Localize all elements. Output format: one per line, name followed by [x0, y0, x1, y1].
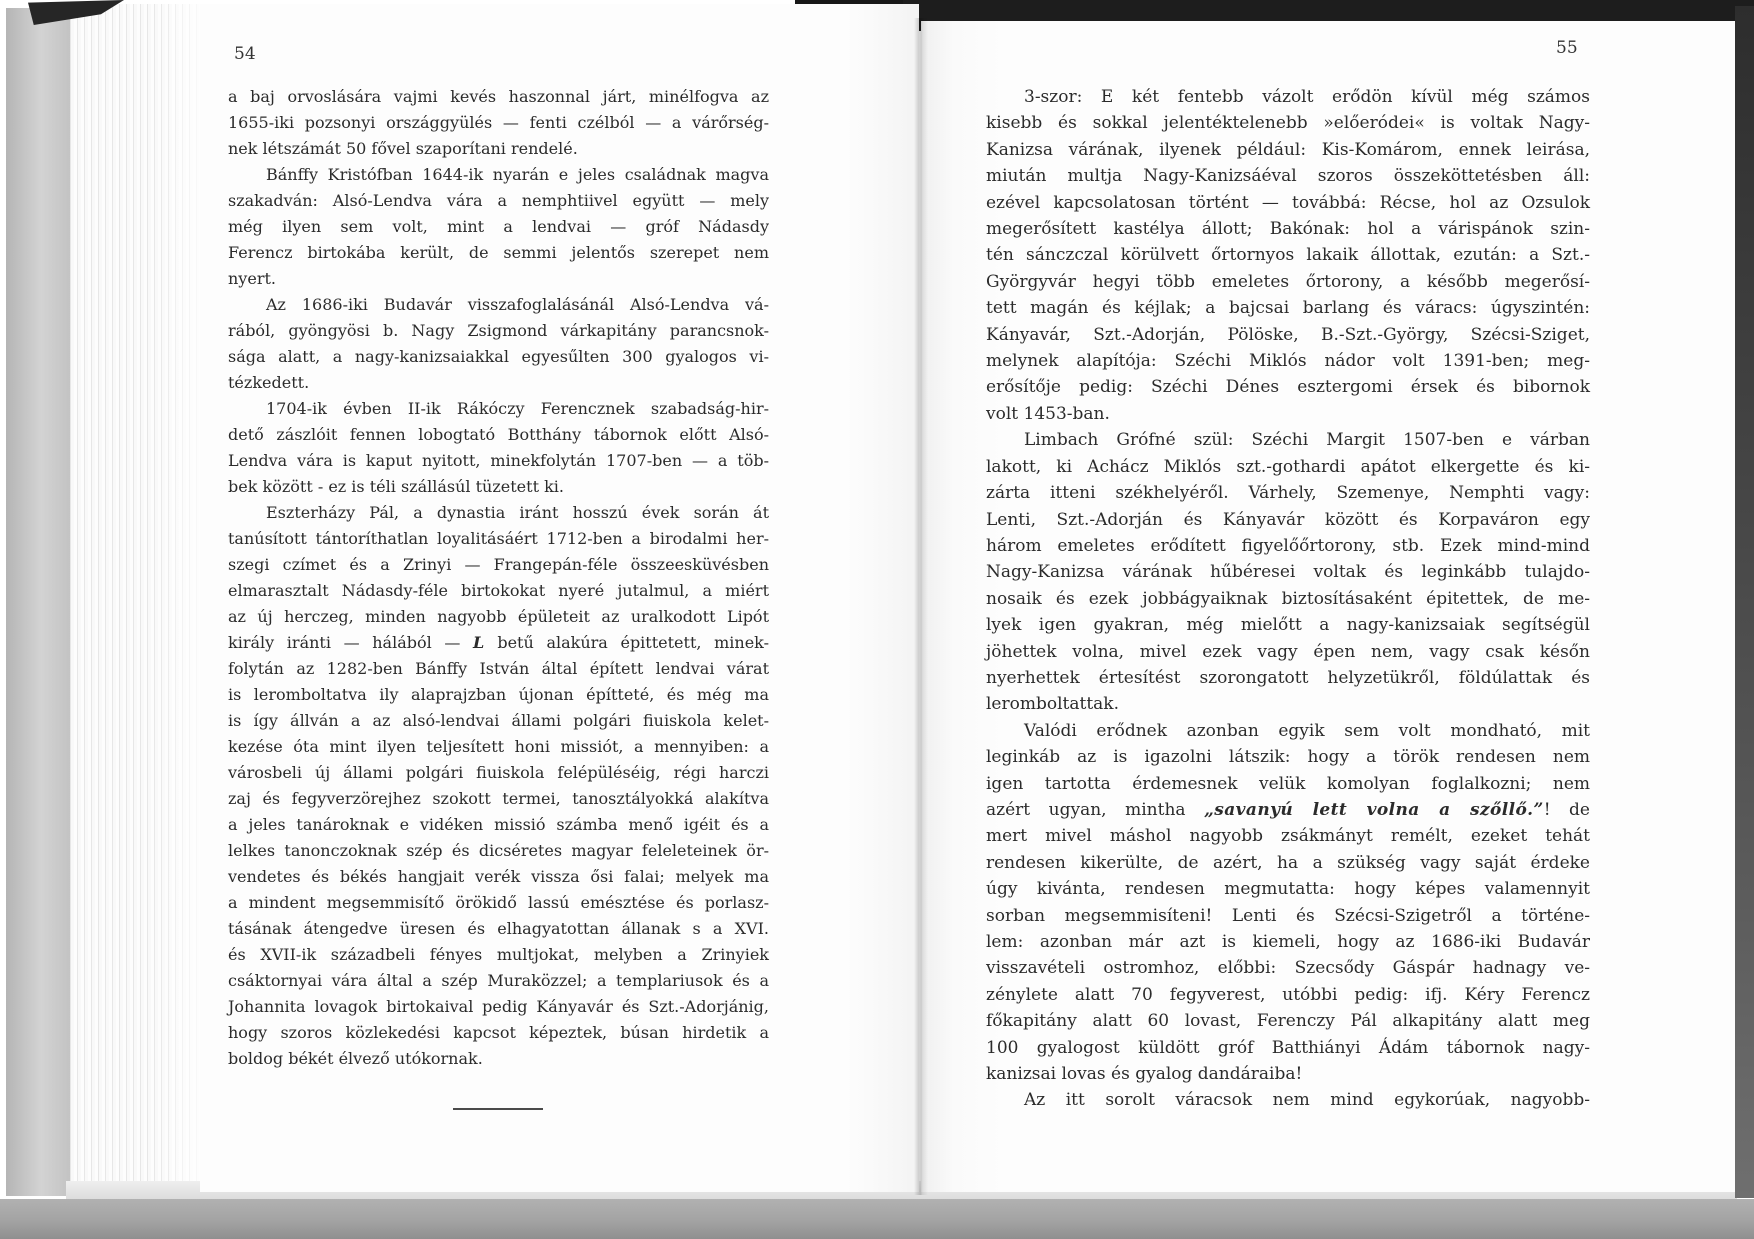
book-cover-left-edge — [6, 8, 70, 1196]
text-line: sorban megsemmisíteni! Lenti és Szécsi-Szigetről a történe- — [986, 905, 1590, 926]
text-line: a jeles tanároknak e vidéken missió számba menő igéit és a — [228, 815, 769, 834]
text-line: volt 1453-ban. — [986, 403, 1110, 424]
text-line: bek között - ez is téli szállásúl tüzetett ki. — [228, 477, 564, 496]
text-line: 1655-iki pozsonyi országgyülés — fenti czélból — a várőrség- — [228, 113, 769, 132]
text-line: lyek igen gyakran, még mielőtt a nagy-kanizsaiak segítségül — [986, 615, 1590, 636]
text-line: erősítője pedig: Széchi Dénes esztergomi érsek és bibornok — [986, 377, 1590, 398]
left-page-text — [228, 84, 769, 1072]
text-line: Johannita lovagok birtokaival pedig Kányavár és Szt.-Adorjánig, — [228, 997, 769, 1016]
book-page-fore-edge — [70, 4, 208, 1192]
text-line: Lenti, Szt.-Adorján és Kányavár között és Korpaváron egy — [986, 509, 1590, 530]
text-line: Valódi erődnek azonban egyik sem volt mondható, mit — [1024, 720, 1590, 741]
text-line — [986, 797, 1590, 823]
text-line: kanizsai lovas és gyalog dandáraiba! — [986, 1064, 1303, 1085]
text-line: leginkáb az is igazolni látszik: hogy a török rendesen nem — [986, 747, 1590, 768]
page-number-right: 55 — [1556, 38, 1578, 58]
text-line: visszavételi ostromhoz, előbbi: Szecsődy Gáspár hadnagy ve- — [986, 958, 1590, 979]
text-line: sága alatt, a nagy-kanizsaiakkal egyesűlten 300 gyalogos vi- — [228, 347, 769, 366]
text-line: lem: azonban már azt is kiemeli, hogy az 1686-iki Budavár — [986, 932, 1590, 952]
text-line: tanúsított tántoríthatlan loyalitásáért 1712-ben a birodalmi her- — [228, 529, 769, 548]
text-line: mert mivel máshol nagyobb zsákmányt remélt, ezeket tehát — [986, 826, 1590, 847]
text-line: tén sánczczal körülvett őrtornyos lakaik állottak, ezután: a Szt.- — [986, 245, 1590, 266]
text-line: kisebb és sokkal jelentéktelenebb »előeródei« is voltak Nagy- — [986, 113, 1590, 134]
desk-background-band — [0, 1199, 1754, 1239]
text-line: nyerhettek értesítést szorongatott helyzetükről, földúlattak és — [986, 667, 1590, 688]
text-line: zaj és fegyverzörejhez szokott termei, tanosztályokká alakítva — [228, 789, 769, 808]
text-line: 100 gyalogost küldött gróf Batthiányi Ádám tábornok nagy- — [986, 1037, 1590, 1058]
text-line: boldog békét élvező utókornak. — [228, 1049, 483, 1068]
page-gutter-shadow — [914, 18, 928, 1195]
text-line: folytán az 1282-ben Bánffy István által épített lendvai várat — [228, 659, 769, 678]
book-right-edge — [1735, 6, 1754, 1198]
section-divider-rule — [453, 1108, 543, 1110]
text-line: tásának átengedve üresen és elhagyatottan állanak s a XVI. — [228, 919, 769, 938]
text-line: hogy szoros közlekedési kapcsot képeztek, búsan hirdetik a — [228, 1023, 769, 1042]
text-line: Lendva vára is kaput nyitott, minekfolytán 1707-ben — a töb- — [228, 451, 769, 470]
text-line: is leromboltatva ily alaprajzban újonan építteté, és még ma — [228, 685, 769, 704]
text-line: még ilyen sem volt, mint a lendvai — gróf Nádasdy — [228, 217, 769, 236]
text-line: rából, gyöngyösi b. Nagy Zsigmond várkapitány parancsnok- — [228, 321, 769, 340]
text-line: szakadván: Alsó-Lendva vára a nemphtiivel együtt — mely — [228, 191, 769, 210]
text-line: a baj orvoslására vajmi kevés haszonnal járt, minélfogva az — [228, 87, 769, 106]
text-line: szegi czímet és a Zrinyi — Frangepán-féle összeesküvésben — [228, 555, 769, 574]
text-line: megerősített kastélya állott; Bakónak: hol a várispánok szin- — [986, 219, 1590, 240]
text-line: Bánffy Kristófban 1644-ik nyarán e jeles családnak magva — [266, 165, 769, 184]
text-line: zárta itteni székhelyéről. Várhely, Szemenye, Nemphti vagy: — [986, 483, 1590, 504]
text-line: kezése óta mint ilyen teljesített honi missiót, a mennyiben: a — [228, 737, 769, 756]
text-line: az új herczeg, minden nagyobb épületeit az uralkodott Lipót — [228, 607, 769, 626]
text-line: 3-szor: E két fentebb vázolt erődön kívül még számos — [1024, 87, 1590, 107]
text-line: is így állván a az alsó-lendvai állami polgári fiuiskola kelet- — [228, 711, 769, 730]
text-run: azért ugyan, mintha — [986, 799, 1205, 820]
text-line: Györgyvár hegyi több emeletes őrtorony, a később megerősí- — [986, 271, 1590, 292]
text-line: Kanizsa várának, ilyenek például: Kis-Komárom, ennek leirása, — [986, 139, 1590, 160]
text-line: nek létszámát 50 fővel szaporítani rendelé. — [228, 139, 578, 158]
text-line: tézkedett. — [228, 373, 310, 392]
text-line: zénylete alatt 70 fegyverest, utóbbi pedig: ifj. Kéry Ferencz — [986, 984, 1590, 1005]
text-line: jöhettek volna, mivel ezek vagy épen nem, vagy csak későn — [986, 641, 1590, 662]
text-line: Az itt sorolt váracsok nem mind egykorúak, nagyobb- — [1024, 1090, 1590, 1111]
text-line: úgy kivánta, rendesen megmutatta: hogy képes valamennyit — [986, 879, 1590, 900]
text-line: leromboltattak. — [986, 694, 1120, 715]
text-line: dető zászlóit fennen lobogtató Botthány tábornok előtt Alsó- — [228, 425, 769, 444]
text-line: Kányavár, Szt.-Adorján, Pölöske, B.-Szt.-György, Szécsi-Sziget, — [986, 324, 1590, 345]
text-line: Ferencz birtokába került, de semmi jelentős szerepet nem — [228, 243, 769, 262]
text-line: igen tartotta érdemesnek velük komolyan foglalkozni; nem — [986, 773, 1590, 794]
text-line: tett magán és kéjlak; a bajcsai barlang és váracs: úgyszintén: — [986, 298, 1590, 319]
text-line: a mindent megsemmisítő örökidő lassú emésztése és porlasz- — [228, 893, 769, 912]
text-line: Az 1686-iki Budavár visszafoglalásánál Alsó-Lendva vá- — [266, 295, 769, 314]
book-top-edge-band-thick — [903, 0, 1754, 21]
emphasized-text: „savanyú lett volna a szőllő.” — [1204, 799, 1544, 820]
text-line: miután multja Nagy-Kanizsáéval szoros összeköttetésben áll: — [986, 166, 1590, 187]
right-page-text — [986, 84, 1590, 1114]
text-line: rendesen kikerülte, de azért, ha a szükség vagy saját érdeke — [986, 852, 1590, 873]
text-run: király iránti — hálából — — [228, 633, 474, 652]
text-run: ! de — [1543, 799, 1590, 820]
text-line — [228, 630, 769, 656]
text-line: csáktornyai vára által a szép Muraközzel; a templariusok és a — [228, 971, 769, 990]
text-line: ezével kapcsolatosan történt — továbbá: Récse, hol az Ozsulok — [986, 192, 1590, 213]
text-line: lelkes tanonczoknak szép és dicséretes magyar feleleteinek ör- — [228, 841, 769, 860]
text-line: Nagy-Kanizsa várának hűbéresei voltak és leginkább tulajdo- — [986, 562, 1590, 583]
text-run: betű alakúra épittetett, minek- — [484, 633, 770, 652]
text-line: vendetes és békés hangjait verék vissza ősi falai; melyek ma — [228, 867, 769, 886]
text-line: 1704-ik évben II-ik Rákóczy Ferencznek szabadság-hir- — [266, 399, 769, 418]
text-line: Limbach Grófné szül: Széchi Margit 1507-ben e várban — [1024, 430, 1590, 451]
text-line: nyert. — [228, 269, 276, 288]
text-line: elmarasztalt Nádasdy-féle birtokokat nyeré jutalmul, a miért — [228, 581, 769, 600]
text-line: három emeletes erődített figyelőőrtorony, stb. Ezek mind-mind — [986, 535, 1590, 556]
text-line: Eszterházy Pál, a dynastia iránt hosszú évek során át — [266, 503, 769, 522]
page-number-left: 54 — [234, 44, 256, 64]
text-line: és XVII-ik századbeli fényes multjokat, melyben a Zrinyiek — [228, 945, 769, 964]
text-line: lakott, ki Achácz Miklós szt.-gothardi apátot elkergette és ki- — [986, 456, 1590, 477]
text-line: városbeli új állami polgári fiuiskola felépüléséig, régi harczi — [228, 763, 769, 782]
text-line: nosaik és ezek jobbágyaiknak biztosításaként épitettek, de me- — [986, 588, 1590, 609]
text-line: főkapitány alatt 60 lovast, Ferenczy Pál alkapitány alatt meg — [986, 1011, 1590, 1032]
emphasized-text: L — [473, 633, 485, 652]
text-line: melynek alapítója: Széchi Miklós nádor volt 1391-ben; meg- — [986, 351, 1590, 372]
